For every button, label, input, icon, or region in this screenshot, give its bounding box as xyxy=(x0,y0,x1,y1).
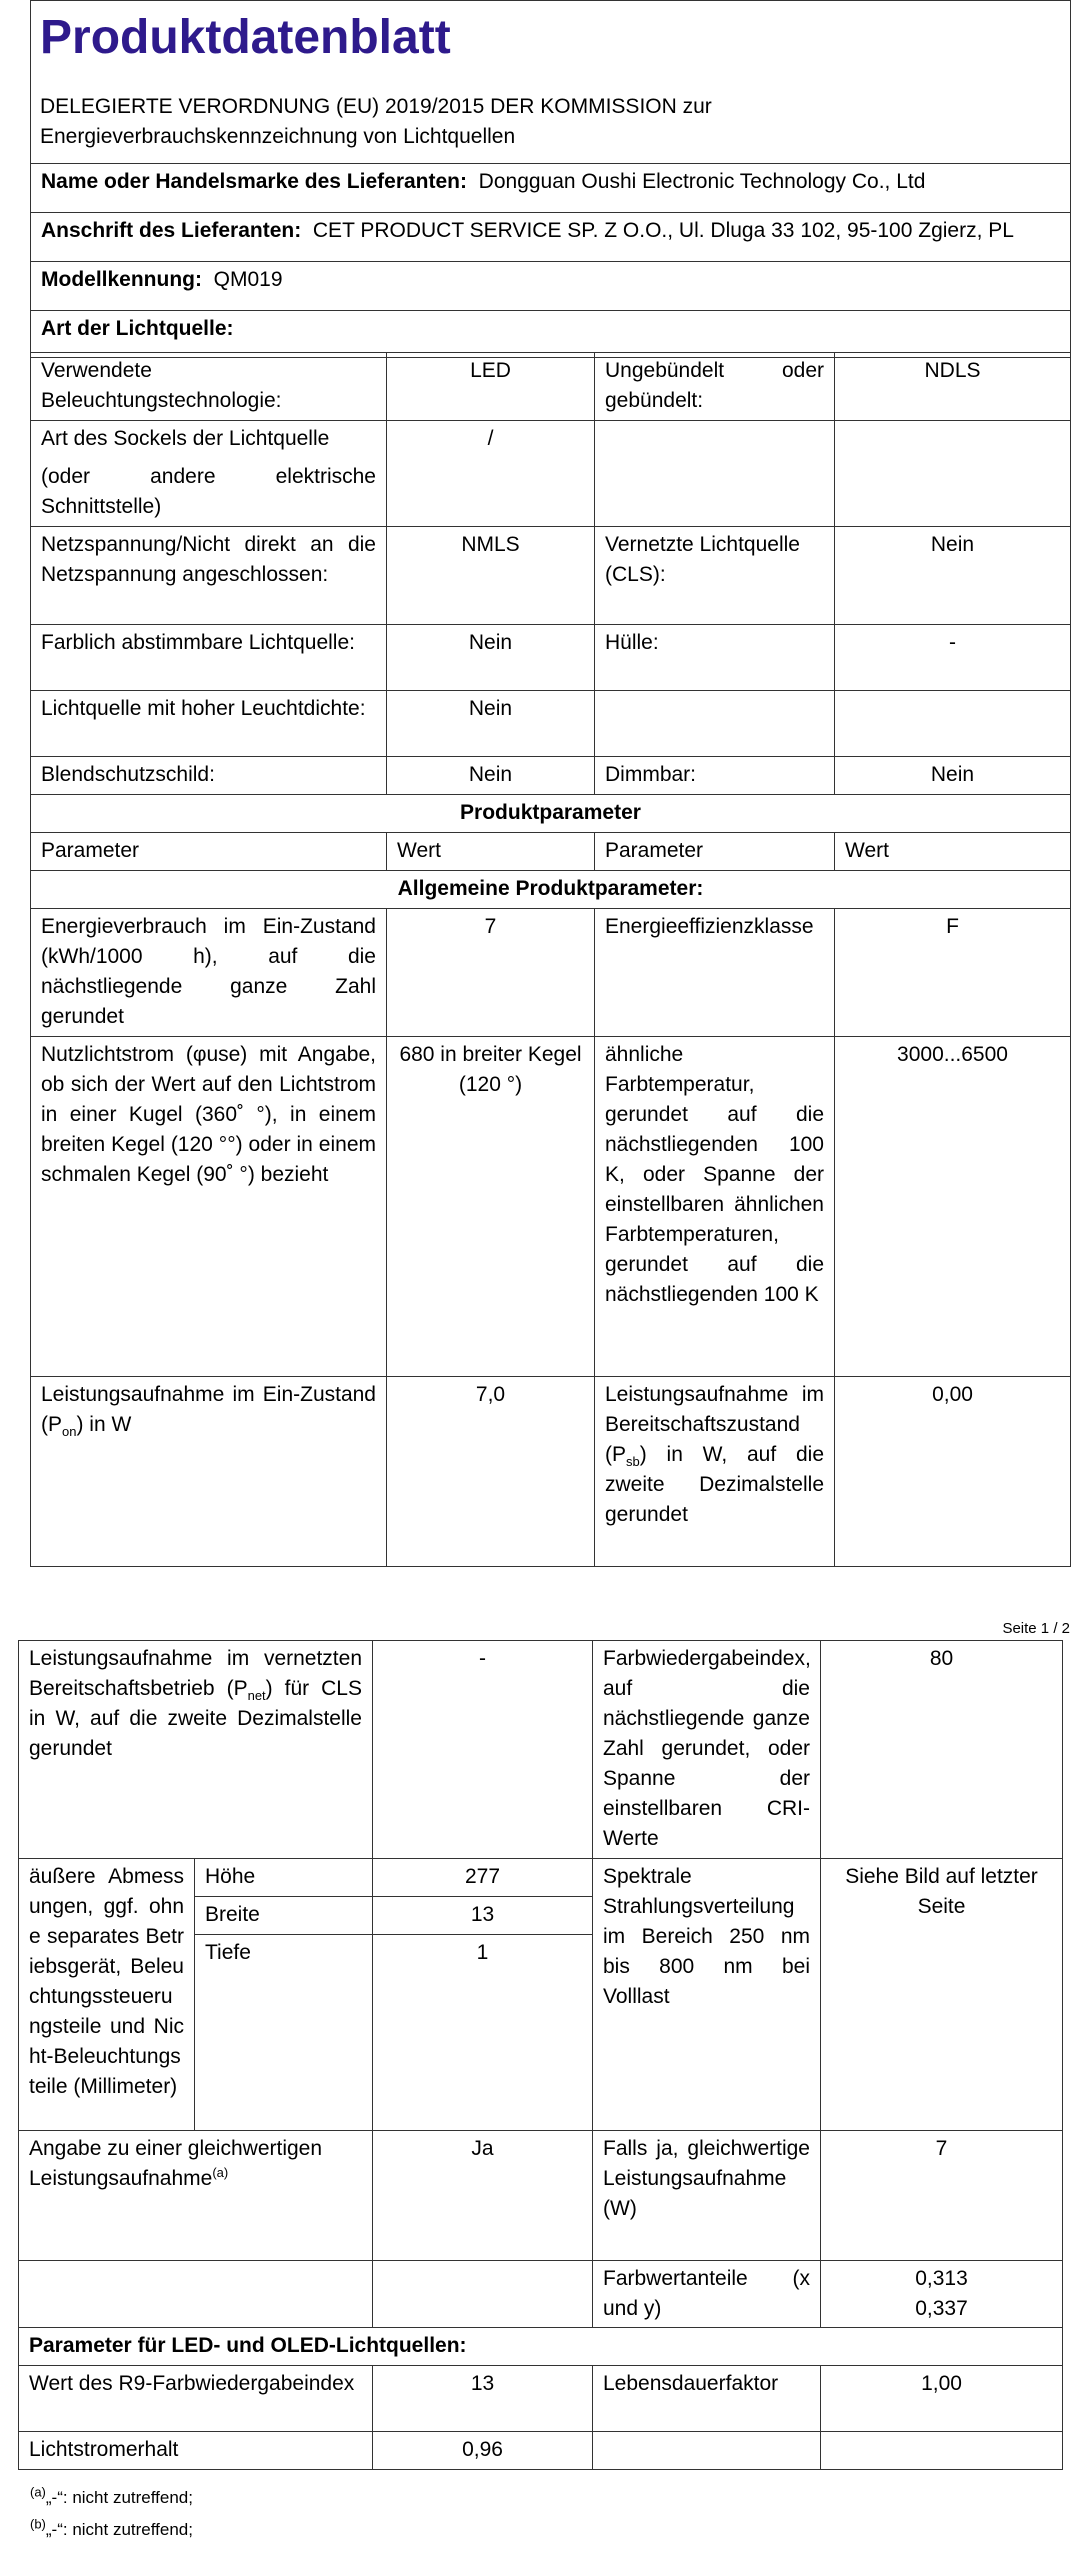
model-row xyxy=(31,262,1071,311)
characteristics-table xyxy=(30,352,1071,1567)
net-standby-label xyxy=(19,1641,373,1859)
flux-value: 680 in breiter Kegel (120 °) xyxy=(387,1037,595,1377)
connected-label: Vernetzte Lichtquelle (CLS): xyxy=(595,527,835,625)
cri-label: Farbwiedergabeindex, auf die nächstliegende ganze Zahl gerundet, oder Spanne der einstellbaren CRI-Werte xyxy=(593,1641,821,1859)
connected-value: Nein xyxy=(835,527,1071,625)
dimmable-label: Dimmbar: xyxy=(595,757,835,795)
page-2 xyxy=(0,1600,1090,2560)
net-standby-text: Leistungsaufnahme im vernetzten Bereitschaftsbetrieb (P xyxy=(29,1647,362,1700)
empty-cell xyxy=(821,2432,1063,2470)
footnote-a-text: „-“: nicht zutreffend; xyxy=(45,2488,193,2507)
height-label: Höhe xyxy=(195,1859,373,1897)
lumen-maint-label: Lichtstromerhalt xyxy=(19,2432,373,2470)
standby-label xyxy=(595,1377,835,1567)
regulation-line-2: Energieverbrauchskennzeichnung von Lichtquellen xyxy=(40,125,516,148)
equiv-power-value: 7 xyxy=(821,2131,1063,2261)
col-parameter-2: Parameter xyxy=(595,833,835,871)
footnote-a-mark: (a) xyxy=(30,2484,46,2500)
bundled-label: Ungebündelt oder gebündelt: xyxy=(595,353,835,421)
empty-cell xyxy=(593,2432,821,2470)
mains-value: NMLS xyxy=(387,527,595,625)
standby-value: 0,00 xyxy=(835,1377,1071,1567)
power-on-label xyxy=(31,1377,387,1567)
page-title: Produktdatenblatt xyxy=(40,11,451,64)
width-label: Breite xyxy=(195,1897,373,1935)
dimmable-value: Nein xyxy=(835,757,1071,795)
light-source-type-row xyxy=(31,311,1071,358)
product-params-heading: Produktparameter xyxy=(31,795,1071,833)
high-luminance-label: Lichtquelle mit hoher Leuchtdichte: xyxy=(31,691,387,757)
model-label: Modellkennung: xyxy=(41,268,202,292)
col-value: Wert xyxy=(387,833,595,871)
cap-label: Art des Sockels der Lichtquelle xyxy=(41,427,330,450)
equiv-power-label: Falls ja, gleichwertige Leistungsaufnahme (W) xyxy=(593,2131,821,2261)
envelope-label: Hülle: xyxy=(595,625,835,691)
envelope-value: - xyxy=(835,625,1071,691)
depth-label: Tiefe xyxy=(195,1935,373,2131)
equiv-label xyxy=(19,2131,373,2261)
technology-value: LED xyxy=(387,353,595,421)
regulation-line-1: DELEGIERTE VERORDNUNG (EU) 2019/2015 DER KOMMISSION zur xyxy=(40,95,712,118)
footnote-a xyxy=(30,2484,193,2508)
energy-value: 7 xyxy=(387,909,595,1037)
power-on-label-text: Leistungsaufnahme im Ein-Zustand (P xyxy=(41,1383,376,1436)
equiv-label-text: Angabe zu einer gleichwertigen Leistungsaufnahme xyxy=(29,2137,323,2190)
footnote-b-mark: (b) xyxy=(30,2516,46,2532)
footnote-b-text: „-“: nicht zutreffend; xyxy=(45,2520,193,2539)
supplier-address-label: Anschrift des Lieferanten: xyxy=(41,219,302,243)
technology-label: Verwendete Beleuchtungstechnologie: xyxy=(31,353,387,421)
mains-label: Netzspannung/Nicht direkt an die Netzspannung angeschlossen: xyxy=(31,527,387,625)
supplier-name-row xyxy=(31,164,1071,213)
empty-cell xyxy=(835,691,1071,757)
colour-tunable-value: Nein xyxy=(387,625,595,691)
cap-value: / xyxy=(387,421,595,527)
empty-cell xyxy=(595,421,835,527)
equiv-value: Ja xyxy=(373,2131,593,2261)
spectral-label: Spektrale Strahlungsverteilung im Bereich 250 nm bis 800 nm bei Volllast xyxy=(593,1859,821,2131)
power-on-sub: on xyxy=(62,1424,77,1440)
chromaticity-label: Farbwertanteile (x und y) xyxy=(593,2261,821,2328)
page-number: Seite 1 / 2 xyxy=(1002,1620,1070,1637)
r9-value: 13 xyxy=(373,2366,593,2432)
width-value: 13 xyxy=(373,1897,593,1935)
survival-label: Lebensdauerfaktor xyxy=(593,2366,821,2432)
col-parameter: Parameter xyxy=(31,833,387,871)
anti-glare-value: Nein xyxy=(387,757,595,795)
header-cell xyxy=(31,1,1071,164)
net-standby-value: - xyxy=(373,1641,593,1859)
general-params-heading: Allgemeine Produktparameter: xyxy=(31,871,1071,909)
cri-value: 80 xyxy=(821,1641,1063,1859)
supplier-address-row xyxy=(31,213,1071,262)
chromaticity-value xyxy=(821,2261,1063,2328)
equiv-sup: (a) xyxy=(212,2165,229,2180)
col-value-2: Wert xyxy=(835,833,1071,871)
cct-value: 3000...6500 xyxy=(835,1037,1071,1377)
net-standby-text-2: ) für CLS in W, auf die zweite Dezimalstelle gerundet xyxy=(29,1677,362,1760)
depth-value: 1 xyxy=(373,1935,593,2131)
standby-sub: sb xyxy=(626,1454,640,1470)
net-standby-sub: net xyxy=(247,1688,266,1704)
chromaticity-y: 0,337 xyxy=(915,2297,968,2320)
power-on-value: 7,0 xyxy=(387,1377,595,1567)
flux-label: Nutzlichtstrom (φuse) mit Angabe, ob sich der Wert auf den Lichtstrom in einer Kugel (360˚ °), in einem breiten Kegel (120 °°) oder in einem schmalen Kegel (90˚ °) bezieht xyxy=(31,1037,387,1377)
colour-tunable-label: Farblich abstimmbare Lichtquelle: xyxy=(31,625,387,691)
energy-label: Energieverbrauch im Ein-Zustand (kWh/1000 h), auf die nächstliegende ganze Zahl gerundet xyxy=(31,909,387,1037)
page2-table xyxy=(18,1640,1063,2470)
supplier-table xyxy=(30,0,1071,358)
dimensions-label: äußere Abmessungen, ggf. ohne separates Betriebsgerät, Beleuchtungssteuerungsteile und Nicht-Beleuchtungsteile (Millimeter) xyxy=(19,1859,195,2131)
bundled-value: NDLS xyxy=(835,353,1071,421)
efficiency-value: F xyxy=(835,909,1071,1037)
chromaticity-x: 0,313 xyxy=(915,2267,968,2290)
empty-cell xyxy=(373,2261,593,2328)
anti-glare-label: Blendschutzschild: xyxy=(31,757,387,795)
supplier-name-label: Name oder Handelsmarke des Lieferanten: xyxy=(41,170,467,194)
supplier-address-value: CET PRODUCT SERVICE SP. Z O.O., Ul. Dluga 33 102, 95-100 Zgierz, PL xyxy=(312,219,1014,243)
r9-label: Wert des R9-Farbwiedergabeindex xyxy=(19,2366,373,2432)
height-value: 277 xyxy=(373,1859,593,1897)
cct-label: ähnliche Farbtemperatur, gerundet auf die nächstliegenden 100 K, oder Spanne der einstellbaren ähnlichen Farbtemperaturen, gerundet auf die nächstliegenden 100 K xyxy=(595,1037,835,1377)
efficiency-label: Energieeffizienzklasse xyxy=(595,909,835,1037)
lumen-maint-value: 0,96 xyxy=(373,2432,593,2470)
footnote-b xyxy=(30,2516,193,2540)
empty-cell xyxy=(19,2261,373,2328)
standby-label-text: Leistungsaufnahme im Bereitschaftszustand (P xyxy=(605,1383,824,1466)
standby-label-text-2: ) in W, auf die zweite Dezimalstelle gerundet xyxy=(605,1443,824,1526)
power-on-label-text-2: ) in W xyxy=(76,1413,132,1436)
spectral-value: Siehe Bild auf letzter Seite xyxy=(821,1859,1063,2131)
cap-cell xyxy=(31,421,387,527)
high-luminance-value: Nein xyxy=(387,691,595,757)
led-params-heading: Parameter für LED- und OLED-Lichtquellen: xyxy=(19,2328,1063,2366)
empty-cell xyxy=(595,691,835,757)
light-source-type-label: Art der Lichtquelle: xyxy=(41,317,234,341)
supplier-name-value: Dongguan Oushi Electronic Technology Co., Ltd xyxy=(478,170,926,194)
model-value: QM019 xyxy=(213,268,283,292)
cap-label-2: (oder andere elektrische Schnittstelle) xyxy=(41,465,376,518)
empty-cell xyxy=(835,421,1071,527)
survival-value: 1,00 xyxy=(821,2366,1063,2432)
